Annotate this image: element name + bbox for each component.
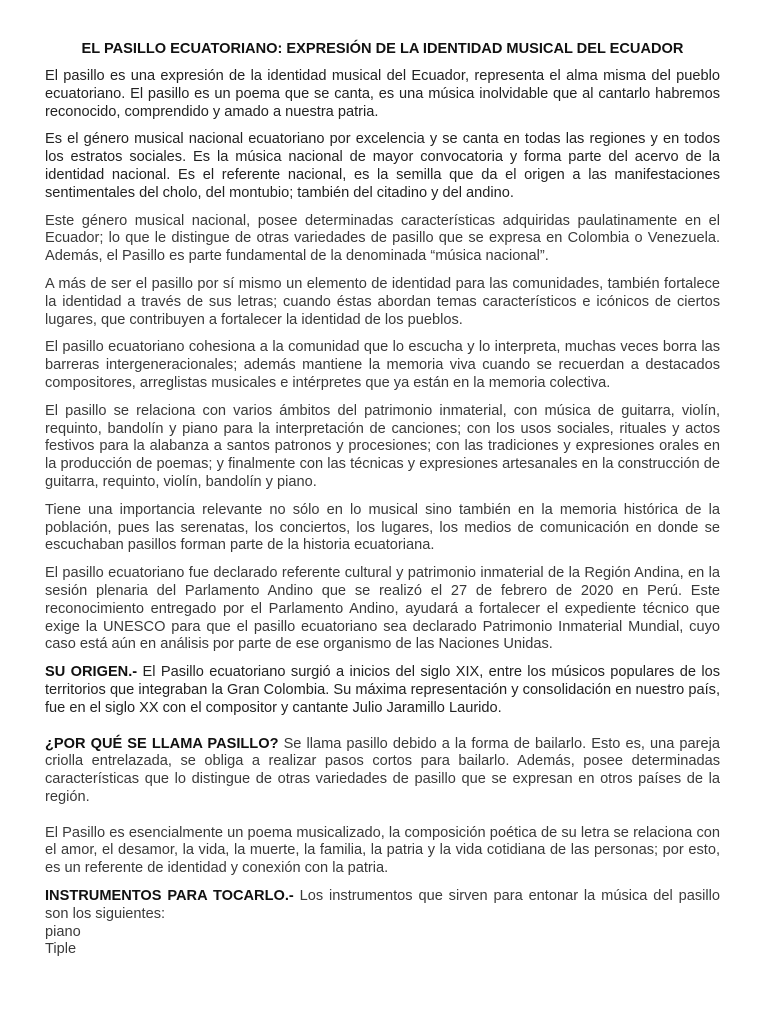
paragraph-importancia: Tiene una importancia relevante no sólo en lo musical sino también en la memoria histórica de la población, pues las serenatas, los conciertos, los lugares, los medios de comunicación en donde se escuchaban pasillos forman parte de la historia ecuatoriana. bbox=[45, 501, 720, 554]
instrumentos-text: Los instrumentos que sirven para entonar la música del pasillo son los siguientes: bbox=[45, 888, 720, 922]
por-que-text: Se llama pasillo debido a la forma de bailarlo. Esto es, una pareja criolla entrelazada, se obliga a realizar pasos cortos para bailarlo. Además, posee determinadas características que lo distingue de otras variedades de pasillo que se expresan en otros países de la región. bbox=[45, 735, 720, 805]
paragraph-cohesion: El pasillo ecuatoriano cohesiona a la comunidad que lo escucha y lo interpreta, muchas veces borra las barreras intergeneracionales; además mantiene la memoria viva cuando se recuerdan a destacados compositores, arreglistas musicales e intérpretes que ya están en la memoria colectiva. bbox=[45, 339, 720, 391]
instrument-item: Tiple bbox=[45, 941, 77, 958]
paragraph-genero: Es el género musical nacional ecuatoriano por excelencia y se canta en todas las regiones y en todos los estratos sociales. Es la música nacional de mayor convocatoria y forma parte del acervo de la identidad nacional. Es el referente nacional, es la semilla que da el origen a las manifestaciones sentimentales del cholo, del montubio; también del citadino y del andino. bbox=[45, 131, 720, 201]
origen-heading: SU ORIGEN.- bbox=[45, 664, 138, 681]
paragraph-identidad: A más de ser el pasillo por sí mismo un elemento de identidad para las comunidades, también fortalece la identidad a través de sus letras; cuando éstas abordan temas característicos e icónicos de ciertos lugares, que contribuyen a fortalecer la identidad de los pueblos. bbox=[45, 275, 720, 328]
paragraph-por-que bbox=[45, 736, 720, 807]
instrument-item: piano bbox=[45, 923, 81, 940]
paragraph-patrimonio: El pasillo se relaciona con varios ámbitos del patrimonio inmaterial, con música de guitarra, violín, requinto, bandolín y piano para la interpretación de canciones; con los usos sociales, rituales y actos festivos para la alabanza a santos patronos y procesiones; con las tradiciones y expresiones orales en la producción de poemas; y finalmente con las técnicas y expresiones artesanales en la construcción de guitarra, requinto, violín, bandolín y piano. bbox=[45, 402, 720, 490]
paragraph-poema: El Pasillo es esencialmente un poema musicalizado, la composición poética de su letra se relaciona con el amor, el desamor, la vida, la muerte, la familia, la patria y la vida cotidiana de las personas; por esto, es un referente de identidad y conexión con la patria. bbox=[45, 824, 720, 877]
paragraph-declaracion: El pasillo ecuatoriano fue declarado referente cultural y patrimonio inmaterial de la Región Andina, en la sesión plenaria del Parlamento Andino que se realizó el 27 de febrero de 2020 en Perú. Este reconocimiento entregado por el Parlamento Andino, ayudará a fortalecer el expediente técnico que exige la UNESCO para que el pasillo ecuatoriano sea declarado Patrimonio Inmaterial Mundial, cuyo caso está aún en análisis por parte de ese organismo de las Naciones Unidas. bbox=[45, 565, 720, 653]
paragraph-caracteristicas: Este género musical nacional, posee determinadas características adquiridas paulatinamente en el Ecuador; lo que le distingue de otras variedades de pasillo que se expresa en Colombia o Venezuela. Además, el Pasillo es parte fundamental de la denominada “música nacional”. bbox=[45, 212, 720, 265]
title-subtitle: EXPRESIÓN DE LA IDENTIDAD MUSICAL DEL ECUADOR bbox=[286, 41, 684, 57]
document-page bbox=[45, 40, 720, 969]
instrumentos-heading: INSTRUMENTOS PARA TOCARLO.- bbox=[45, 888, 294, 905]
por-que-heading: ¿POR QUÉ SE LLAMA PASILLO? bbox=[45, 735, 279, 752]
paragraph-origen bbox=[45, 664, 720, 717]
origen-text: El Pasillo ecuatoriano surgió a inicios del siglo XIX, entre los músicos populares de los territorios que integraban la Gran Colombia. Su máxima representación y consolidación en nuestro país, fue en el siglo XX con el compositor y cantante Julio Jaramillo Laurido. bbox=[45, 664, 720, 716]
title-main: EL PASILLO ECUATORIANO: bbox=[81, 41, 283, 57]
document-title bbox=[45, 40, 720, 58]
paragraph-instrumentos bbox=[45, 888, 720, 959]
paragraph-intro: El pasillo es una expresión de la identidad musical del Ecuador, representa el alma misma del pueblo ecuatoriano. El pasillo es un poema que se canta, es una música inolvidable que al cantarlo habremos reconocido, comprendido y amado a nuestra patria. bbox=[45, 68, 720, 120]
